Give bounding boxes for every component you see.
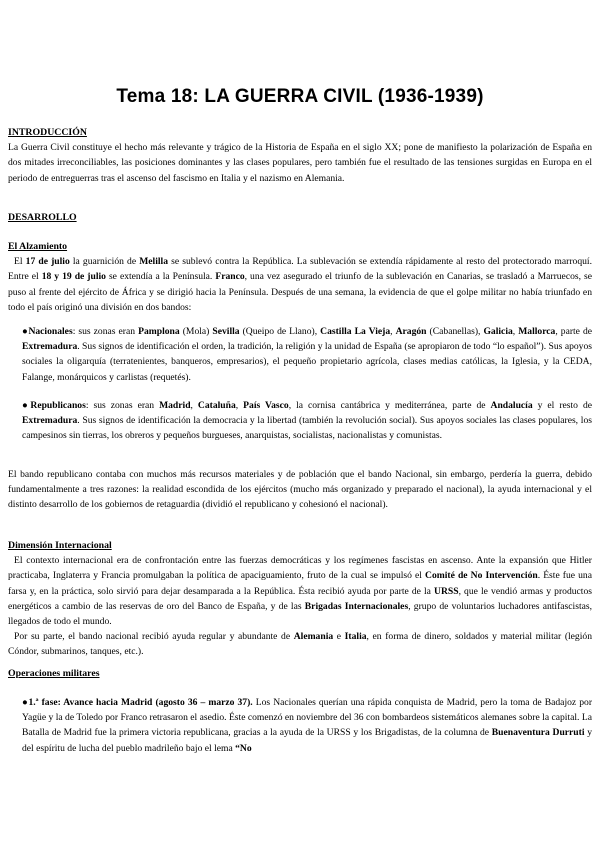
alzamiento-heading: El Alzamiento	[8, 241, 68, 252]
bullet-icon: ●	[22, 326, 29, 337]
intro-paragraph: La Guerra Civil constituye el hecho más relevante y trágico de la Historia de España en el siglo XX; pone de manifiesto la polarización de España en dos mitades irreconciliables, las posiciones dominantes y las clases populares, pero también fue el resultado de las tensiones surgidas en Europa en el periodo de entreguerras tras el ascenso del fascismo en Italia y el nazismo en Alemania.	[8, 142, 592, 184]
bando-republicano-paragraph: El bando republicano contaba con muchos más recursos materiales y de población que el bando Nacional, sin embargo, perdería la guerra, debido fundamentalmente a tres razones: la realidad escondida de los ejércitos (mucho más organizado y preparado el nacional), la ayuda internacional y el distinto desarrollo de los gobiernos de retaguardia (dividió el republicano y cohesionó el nacional).	[8, 469, 592, 511]
fase-1-bullet-item: ●1.ª fase: Avance hacia Madrid (agosto 36 – marzo 37). Los Nacionales querían una rápida conquista de Madrid, pero la toma de Badajoz por Yagüe y la de Toledo por Franco retrasaron el asedio. Éste comenzó en noviembre del 36 con bombardeos sistemáticos alemanes sobre la capital. La Batalla de Madrid fue la primera victoria republicana, gracias a la ayuda de la URSS y los Brigadistas, de la columna de Buenaventura Durruti y del espíritu de lucha del pueblo madrileño bajo el lema “No	[22, 697, 593, 754]
intro-heading: INTRODUCCIÓN	[8, 127, 87, 138]
operaciones-heading: Operaciones militares	[8, 668, 100, 679]
dimension-heading: Dimensión Internacional	[8, 540, 112, 551]
alzamiento-paragraph: El 17 de julio la guarnición de Melilla se sublevó contra la República. La sublevación se extendía rápidamente al resto del protectorado marroquí. Entre el 18 y 19 de julio se extendía a la Península. Franco, una vez asegurado el triunfo de la sublevación en Canarias, se trasladó a Marruecos, se puso al frente del ejército de África y se dirigió hacia la Península. Después de una semana, la evidencia de que el golpe militar no había triunfado en todo el país originó una división en dos bandos:	[8, 256, 592, 313]
dimension-paragraph-1: El contexto internacional era de confrontación entre las fuerzas democráticas y los regímenes fascistas en ascenso. Ante la expansión que Hitler practicaba, Inglaterra y Francia promulgaban la política de apaciguamiento, fruto de la cual se impulsó el Comité de No Intervención. Éste fue una farsa y, en la práctica, solo sirvió para dejar desamparada a la República. Ésta recibió ayuda por parte de la URSS, que le vendió armas y productos energéticos a cambio de las reservas de oro del Banco de España, y de las Brigadas Internacionales, grupo de voluntarios luchadores antifascistas, llegados de todo el mundo.	[8, 555, 592, 628]
republicanos-bullet-item: ●Republicanos: sus zonas eran Madrid, Cataluña, País Vasco, la cornisa cantábrica y mediterránea, parte de Andalucía y el resto de Extremadura. Sus signos de identificación la democracia y la libertad (también la revolución social). Sus apoyos sociales las clases populares, los campesinos sin tierras, los obreros y pequeños burgueses, anarquistas, socialistas, nacionalistas y comunistas.	[22, 400, 593, 442]
alzamiento-section	[8, 239, 592, 315]
dimension-section	[8, 538, 592, 660]
operaciones-heading-block	[8, 666, 592, 681]
bullet-icon: ●	[22, 697, 29, 708]
page-title: Tema 18: LA GUERRA CIVIL (1936-1939)	[116, 86, 484, 107]
dimension-paragraph-2: Por su parte, el bando nacional recibió ayuda regular y abundante de Alemania e Italia, en forma de dinero, soldados y material militar (legión Cóndor, submarinos, tanques, etc.).	[8, 631, 592, 658]
desarrollo-heading-block	[8, 210, 592, 225]
intro-section	[8, 125, 592, 186]
bullet-icon: ●	[22, 400, 31, 411]
desarrollo-heading: DESARROLLO	[8, 212, 77, 223]
nacionales-bullet-item: ●Nacionales: sus zonas eran Pamplona (Mola) Sevilla (Queipo de Llano), Castilla La Vieja, Aragón (Cabanellas), Galicia, Mallorca, parte de Extremadura. Sus signos de identificación el orden, la tradición, la religión y la unidad de España (se apropiaron de todo “lo español”). Sus apoyos sociales la oligarquía (terratenientes, banqueros, empresarios), el pequeño propietario agrícola, clases medias católicas, la Iglesia, y la CEDA, Falange, monárquicos y carlistas (requetés).	[22, 326, 593, 383]
